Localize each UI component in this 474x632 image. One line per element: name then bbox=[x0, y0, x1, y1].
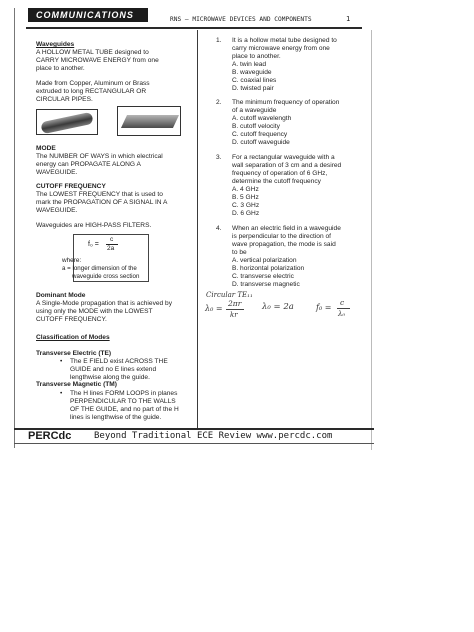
rectangular-pipe-image bbox=[117, 106, 181, 136]
tm-bullet: • bbox=[60, 390, 63, 397]
waveguides-def-2: CARRY MICROWAVE ENERGY from one bbox=[36, 57, 159, 64]
formula-denominator: 2a bbox=[107, 245, 115, 252]
handwritten-eq3-lhs: f₀ = bbox=[316, 303, 332, 312]
made-from-2: extruded to long RECTANGULAR OR bbox=[36, 88, 147, 95]
te-def-1: The E FIELD exist ACROSS THE bbox=[70, 358, 168, 365]
where-label: where: bbox=[62, 257, 82, 264]
question-3-line-3: frequency of operation of 6 GHz, bbox=[232, 170, 328, 177]
question-2-option-a: A. cutoff wavelength bbox=[232, 115, 292, 122]
dominant-mode-heading: Dominant Mode bbox=[36, 292, 86, 299]
cutoff-heading: CUTOFF FREQUENCY bbox=[36, 183, 106, 190]
question-3-line-2: wall separation of 3 cm and a desired bbox=[232, 162, 342, 169]
formula-lhs: f₀ = bbox=[88, 241, 99, 248]
handwritten-eq3-den: λ₀ bbox=[338, 310, 346, 318]
question-1-option-b: B. waveguide bbox=[232, 69, 272, 76]
question-1-option-c: C. coaxial lines bbox=[232, 77, 277, 84]
where-a-1: a = longer dimension of the bbox=[62, 265, 137, 272]
tm-def-1: The H lines FORM LOOPS in planes bbox=[70, 390, 178, 397]
question-3-line-4: determine the cutoff frequency bbox=[232, 178, 321, 185]
te-heading: Transverse Electric (TE) bbox=[36, 350, 112, 357]
header-rule bbox=[26, 27, 362, 29]
question-2-line-1: The minimum frequency of operation bbox=[232, 99, 340, 106]
page-number: 1 bbox=[346, 15, 351, 23]
section-tag: COMMUNICATIONS bbox=[28, 8, 148, 22]
question-3-option-b: B. 5 GHz bbox=[232, 194, 259, 201]
question-3-line-1: For a rectangular waveguide with a bbox=[232, 154, 335, 161]
waveguides-def-3: place to another. bbox=[36, 65, 85, 72]
handwritten-eq1-bar bbox=[226, 309, 244, 310]
question-2-option-b: B. cutoff velocity bbox=[232, 123, 280, 130]
question-4-option-b: B. horizontal polarization bbox=[232, 265, 305, 272]
cutoff-def-2: mark the PROPAGATION OF A SIGNAL IN A bbox=[36, 199, 168, 206]
handwritten-eq3-num: c bbox=[340, 298, 345, 307]
te-bullet: • bbox=[60, 358, 63, 365]
question-3-option-a: A. 4 GHz bbox=[232, 186, 259, 193]
question-3-number: 3. bbox=[216, 154, 222, 161]
waveguides-heading: Waveguides bbox=[36, 41, 75, 48]
mode-def-2: energy can PROPAGATE ALONG A bbox=[36, 161, 141, 168]
question-4-option-a: A. vertical polarization bbox=[232, 257, 297, 264]
mode-def-3: WAVEGUIDE. bbox=[36, 169, 78, 176]
question-1-option-d: D. twisted pair bbox=[232, 85, 274, 92]
classification-heading: Classification of Modes bbox=[36, 334, 110, 341]
mode-heading: MODE bbox=[36, 145, 56, 152]
dominant-mode-1: A Single-Mode propagation that is achieved by bbox=[36, 300, 172, 307]
footer-tagline: Beyond Traditional ECE Review www.percdc.com bbox=[94, 431, 333, 441]
question-4-option-c: C. transverse electric bbox=[232, 273, 294, 280]
tm-def-4: lines is lengthwise of the guide. bbox=[70, 414, 162, 421]
page-footer bbox=[14, 425, 374, 447]
question-1-line-2: carry microwave energy from one bbox=[232, 45, 330, 52]
question-1-line-3: place to another. bbox=[232, 53, 281, 60]
te-def-2: GUIDE and no E lines extend bbox=[70, 366, 157, 373]
question-4-number: 4. bbox=[216, 225, 222, 232]
footer-rule-bottom bbox=[14, 443, 374, 444]
page-subtitle: RNS – MICROWAVE DEVICES AND COMPONENTS bbox=[170, 16, 312, 23]
tm-heading: Transverse Magnetic (TM) bbox=[36, 381, 117, 388]
handwritten-eq1-num: 2πr bbox=[228, 299, 242, 308]
te-def-3: lengthwise along the guide. bbox=[70, 374, 150, 381]
handwritten-note: Circular TE₁₁ bbox=[206, 291, 253, 299]
handwritten-eq2: λ₀ = 2a bbox=[262, 302, 294, 312]
page-edge-left bbox=[14, 8, 15, 448]
column-divider bbox=[197, 30, 198, 428]
tm-def-2: PERPENDICULAR TO THE WALLS bbox=[70, 398, 176, 405]
cutoff-def-3: WAVEGUIDE. bbox=[36, 207, 78, 214]
handwritten-eq1-lhs: λ₀ = bbox=[205, 304, 223, 313]
made-from-1: Made from Copper, Aluminum or Brass bbox=[36, 80, 150, 87]
question-1-line-1: It is a hollow metal tube designed to bbox=[232, 37, 337, 44]
question-4-line-3: wave propagation, the mode is said bbox=[232, 241, 336, 248]
handwritten-eq3-bar bbox=[337, 308, 350, 309]
waveguides-def-1: A HOLLOW METAL TUBE designed to bbox=[36, 49, 149, 56]
made-from-3: CIRCULAR PIPES. bbox=[36, 96, 93, 103]
question-2-line-2: of a waveguide bbox=[232, 107, 277, 114]
question-3-option-d: D. 6 GHz bbox=[232, 210, 260, 217]
question-2-number: 2. bbox=[216, 99, 222, 106]
footer-brand-logo: PERCdc bbox=[28, 430, 72, 442]
question-1-number: 1. bbox=[216, 37, 222, 44]
question-1-option-a: A. twin lead bbox=[232, 61, 267, 68]
formula-numerator: c bbox=[110, 236, 114, 243]
circular-pipe-image bbox=[36, 109, 98, 135]
question-4-option-d: D. transverse magnetic bbox=[232, 281, 300, 288]
dominant-mode-3: CUTOFF FREQUENCY. bbox=[36, 316, 107, 323]
question-3-option-c: C. 3 GHz bbox=[232, 202, 260, 209]
dominant-mode-2: using only the MODE with the LOWEST bbox=[36, 308, 153, 315]
page-edge-right bbox=[371, 30, 372, 450]
cutoff-formula-box bbox=[62, 234, 149, 282]
where-a-2: waveguide cross section bbox=[72, 273, 140, 280]
mode-def-1: The NUMBER OF WAYS in which electrical bbox=[36, 153, 163, 160]
question-4-line-2: is perpendicular to the direction of bbox=[232, 233, 331, 240]
question-2-option-c: C. cutoff frequency bbox=[232, 131, 288, 138]
high-pass-note: Waveguides are HIGH-PASS FILTERS. bbox=[36, 222, 152, 229]
tm-def-3: OF THE GUIDE, and no part of the H bbox=[70, 406, 179, 413]
question-4-line-4: to be bbox=[232, 249, 247, 256]
cutoff-def-1: The LOWEST FREQUENCY that is used to bbox=[36, 191, 163, 198]
handwritten-eq1-den: kr bbox=[230, 311, 238, 319]
question-4-line-1: When an electric field in a waveguide bbox=[232, 225, 341, 232]
question-2-option-d: D. cutoff waveguide bbox=[232, 139, 290, 146]
